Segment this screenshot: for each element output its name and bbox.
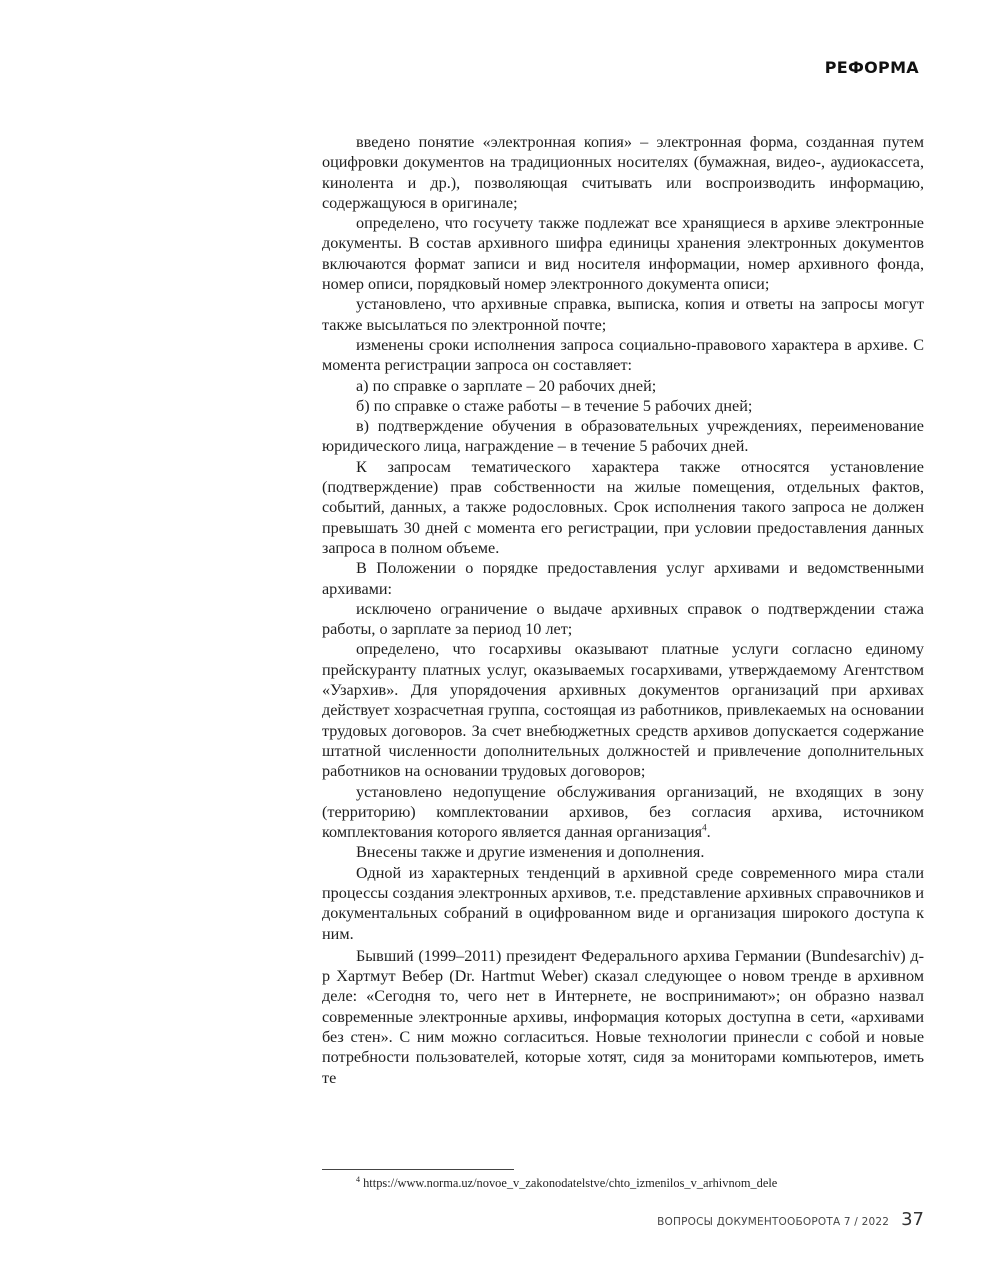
paragraph: Внесены также и другие изменения и дополнения.	[356, 843, 705, 862]
paragraph: установлено, что архивные справка, выписка, копия и ответы на запросы могут также высылаться по электронной почте;	[322, 295, 924, 334]
footnote-divider	[322, 1169, 514, 1170]
section-title: РЕФОРМА	[824, 58, 919, 77]
paragraph: введено понятие «электронная копия» – электронная форма, созданная путем оцифровки документов на традиционных носителях (бумажная, видео-, аудиокассета, кинолента и др.), позволяющая считывать или воспроизводить информацию, содержащуюся в оригинале;	[322, 133, 924, 212]
list-item: в) подтверждение обучения в образовательных учреждениях, переименование юридического лица, награждение – в течение 5 рабочих дней.	[322, 417, 924, 456]
paragraph: К запросам тематического характера также относятся установление (подтверждение) прав собственности на жилые помещения, отдельных фактов, событий, данных, а также родословных. Срок исполнения такого запроса не должен превышать 30 дней с момента его регистрации, при условии предоставления данных запроса в полном объеме.	[322, 457, 924, 557]
paragraph: Одной из характерных тенденций в архивной среде современного мира стали процессы создания электронных архивов, т.е. представление архивных справочников и документальных собраний в оцифрованном виде и организация широкого доступа к ним.	[322, 863, 924, 943]
list-item: б) по справке о стаже работы – в течение 5 рабочих дней;	[356, 396, 753, 415]
footnote-reference: 4	[702, 822, 707, 833]
running-footer	[657, 1209, 924, 1230]
paragraph: изменены сроки исполнения запроса социально-правового характера в архиве. С момента регистрации запроса он составляет:	[322, 335, 924, 375]
article-body	[322, 132, 924, 1088]
paragraph: В Положении о порядке предоставления услуг архивами и ведомственными архивами:	[322, 559, 924, 598]
paragraph: Бывший (1999–2011) президент Федерального архива Германии (Bundesarchiv) д-р Хартмут Вебер (Dr. Hartmut Weber) сказал следующее о новом тренде в архивном деле: «Сегодня то, чего нет в Интернете, не воспринимают»; он образно назвал современные электронные архивы, информация которых доступна в сети, «архивами без стен». С ним можно согласиться. Новые технологии принесли с собой и новые потребности пользователей, которые хотят, сидя за мониторами компьютеров, иметь те	[322, 946, 924, 1087]
sentence-end: .	[706, 823, 711, 842]
paragraph: определено, что госархивы оказывают платные услуги согласно единому прейскуранту платных услуг, оказываемых госархивами, утверждаемому Агентством «Узархив». Для упорядочения архивных документов организаций при архивах действует хозрасчетная группа, состоящая из работников, привлекаемых на основании трудовых договоров. За счет внебюджетных средств архивов допускается содержание штатной численности дополнительных должностей и привлечение дополнительных работников на основании трудовых договоров;	[322, 640, 924, 781]
footnote-number: 4	[356, 1174, 360, 1184]
page-number: 37	[901, 1209, 924, 1230]
footnote-link[interactable]: https://www.norma.uz/novoe_v_zakonodatelstve/chto_izmenilos_v_arhivnom_dele	[363, 1176, 778, 1190]
list-item: а) по справке о зарплате – 20 рабочих дней;	[356, 376, 657, 395]
paragraph-with-footnote	[322, 782, 924, 843]
paragraph: определено, что госучету также подлежат все хранящиеся в архиве электронные документы. В состав архивного шифра единицы хранения электронных документов включаются формат записи и вид носителя информации, номер архивного фонда, номер описи, порядковый номер электронного документа описи;	[322, 214, 924, 294]
footnote	[356, 1175, 916, 1191]
paragraph: исключено ограничение о выдаче архивных справок о подтверждении стажа работы, о зарплате за период 10 лет;	[322, 599, 924, 639]
paragraph-text: установлено недопущение обслуживания организаций, не входящих в зону (территорию) комплектовании архивов, без согласия архива, источником комплектования которого является данная организация	[322, 782, 924, 842]
journal-name: ВОПРОСЫ ДОКУМЕНТООБОРОТА 7 / 2022	[657, 1216, 890, 1228]
